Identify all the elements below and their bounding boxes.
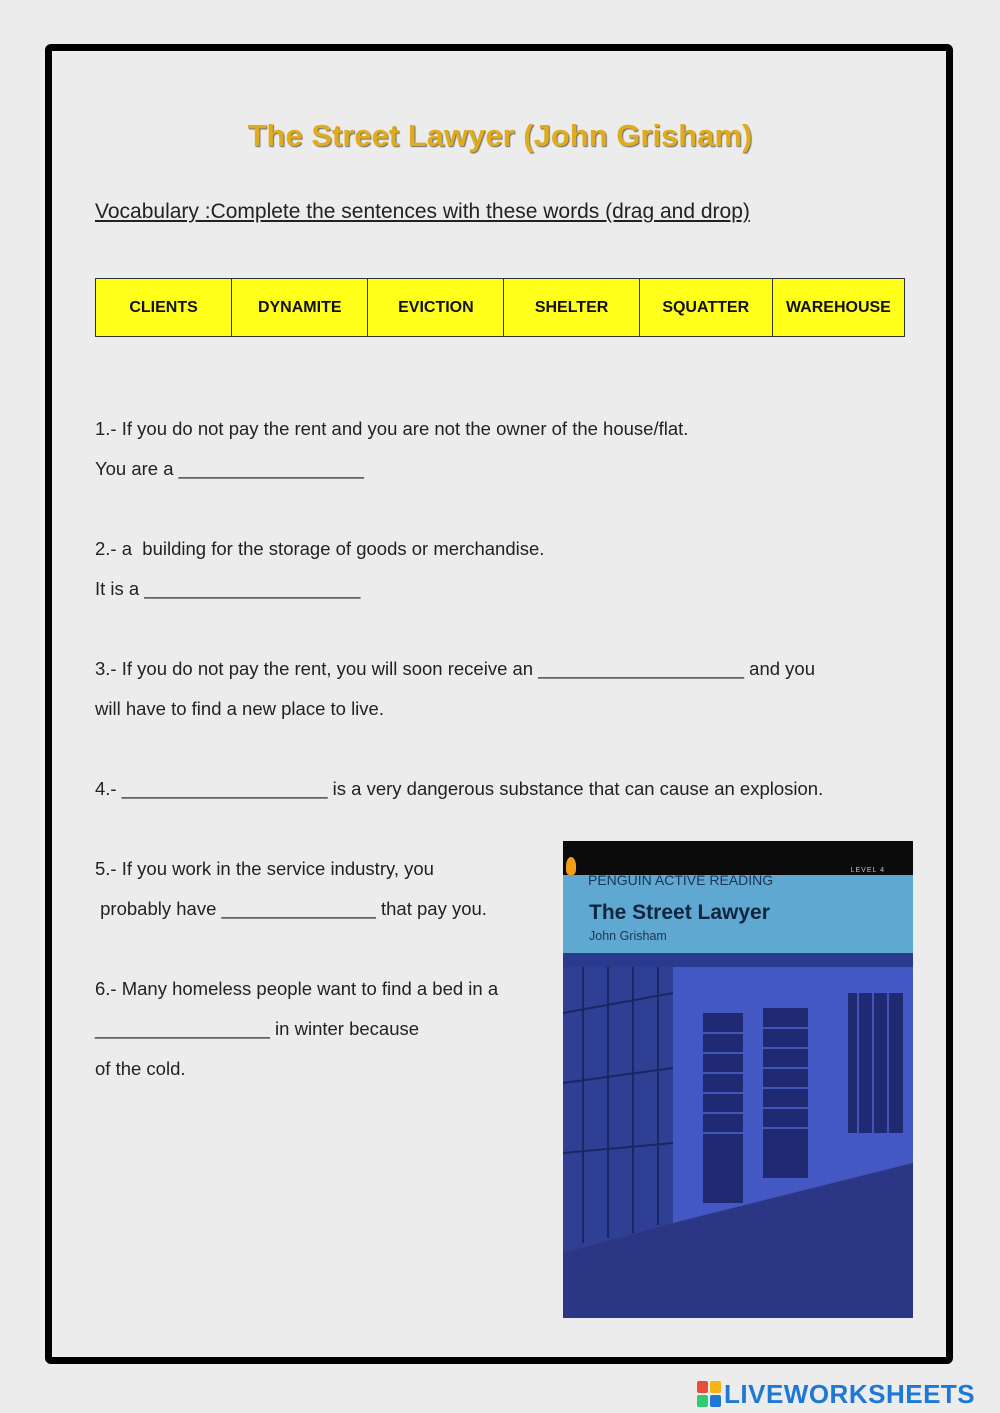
question-3-suffix: and you [744,658,815,679]
cover-series: PENGUIN ACTIVE READING [588,872,774,888]
question-3-line-1 [95,657,815,681]
question-5-text: 5.- If you work in the service industry, you [95,858,434,879]
question-3-line-2: will have to find a new place to live. [95,698,384,719]
cover-level: LEVEL 4 [850,867,885,874]
word-chip-shelter[interactable]: SHELTER [503,279,638,336]
question-1-answer-line [95,457,364,481]
question-4-suffix: is a very dangerous substance that can cause an explosion. [327,778,824,799]
question-6-answer-line [95,1017,419,1041]
cover-author: John Grisham [589,929,667,943]
question-6-text: 6.- Many homeless people want to find a bed in a [95,978,499,999]
cover-title: The Street Lawyer [589,901,770,924]
liveworksheets-brand[interactable] [697,1378,975,1410]
answer-blank-5[interactable]: _______________ [221,898,376,919]
answer-blank-3[interactable]: ____________________ [538,658,745,679]
question-5-suffix: that pay you. [375,898,487,919]
question-5-prefix: probably have [95,898,222,919]
question-4-line [95,777,823,801]
question-2-prefix: It is a [95,578,145,599]
answer-blank-4[interactable]: ____________________ [121,778,328,799]
brand-text: LIVEWORKSHEETS [724,1378,976,1409]
question-6-suffix: in winter because [269,1018,420,1039]
liveworksheets-logo-icon [697,1381,721,1407]
answer-blank-6[interactable]: _________________ [95,1018,270,1039]
worksheet-title: The Street Lawyer (John Grisham) [247,118,753,153]
question-1-prefix: You are a [95,458,179,479]
instruction-text: Vocabulary :Complete the sentences with these words (drag and drop) [95,200,750,223]
word-chip-warehouse[interactable]: WAREHOUSE [772,279,904,336]
answer-blank-2[interactable]: _____________________ [144,578,361,599]
word-chip-squatter[interactable]: SQUATTER [639,279,772,336]
question-6-line-3: of the cold. [95,1058,186,1079]
word-chip-dynamite[interactable]: DYNAMITE [231,279,367,336]
question-5-answer-line [95,897,487,921]
question-3-prefix: 3.- If you do not pay the rent, you will soon receive an [95,658,539,679]
answer-blank-1[interactable]: __________________ [178,458,364,479]
penguin-logo-icon [566,857,576,875]
word-bank [95,278,905,337]
question-2-answer-line [95,577,360,601]
question-4-prefix: 4.- [95,778,122,799]
question-2-text: 2.- a building for the storage of goods or merchandise. [95,538,545,559]
question-1-text: 1.- If you do not pay the rent and you are not the owner of the house/flat. [95,418,689,439]
street-alley-illustration [563,953,913,1318]
word-chip-clients[interactable]: CLIENTS [129,298,198,316]
book-cover-image [563,841,913,1318]
word-chip-eviction[interactable]: EVICTION [367,279,503,336]
